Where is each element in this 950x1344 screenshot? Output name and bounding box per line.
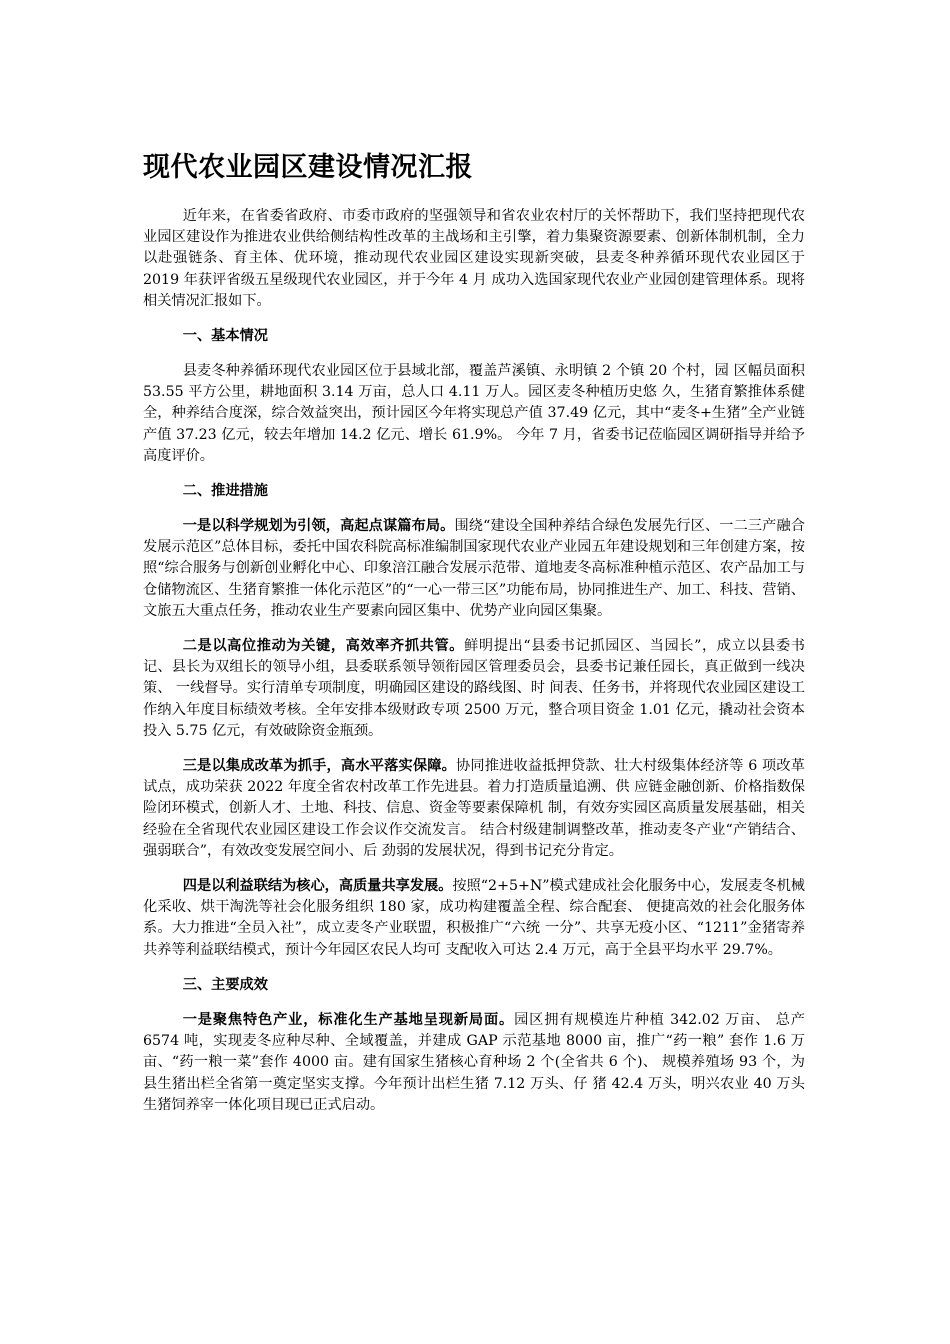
section-heading-measures: 二、推进措施 <box>182 483 268 500</box>
section-heading-results: 三、主要成效 <box>182 976 268 993</box>
document-body <box>143 148 805 1116</box>
measure-text-3: 协同推进收益抵押贷款、壮大村级集体经济等 6 项改革试点，成功荣获 2022 年度全省农村改革工作先进县。着力打造质量追溯、供 应链金融创新、价格指数保险闭环模式，创新人才、土地、科技、信息、资金等要素保障机 制，有效夯实园区高质量发展基础，相关经验在全省现代农业园区建设工作会议作交流发言。 结合村级建制调整改革，推动麦冬产业“产销结合、强弱联合”，有效改变发展空间小、后 劲弱的发展状况，得到书记充分肯定。 <box>143 758 805 859</box>
measure-text-4: 按照“2+5+N”模式建成社会化服务中心，发展麦冬机械化采收、烘干淘洗等社会化服务组织 180 家，成功构建覆盖全程、综合配套、 便捷高效的社会化服务体系。大力推进“全员入社”，成立麦冬产业联盟，积极推广“六统 一分”、共享无疫小区、“1211”金猪寄养共养等利益联结模式，预计今年园区农民人均可 支配收入可达 2.4 万元，高于全县平均水平 29.7%。 <box>143 878 805 958</box>
measure-paragraph-4 <box>143 876 805 961</box>
document-title: 现代农业园区建设情况汇报 <box>143 152 473 183</box>
measure-paragraph-1 <box>143 516 805 622</box>
measure-lead-1: 一是以科学规划为引领，高起点谋篇布局。 <box>182 518 455 535</box>
section-heading-basic: 一、基本情况 <box>182 328 268 345</box>
result-text-1: 园区拥有规模连片种植 342.02 万亩、 总产 6574 吨，实现麦冬应种尽种、全域覆盖，并建成 GAP 示范基地 8000 亩，推广“药一粮” 套作 1.6 万亩、“药一粮一菜”套作 4000 亩。建有国家生猪核心育种场 2 个(全省共 6 个)、 规模养殖场 93 个，为县生猪出栏全省第一奠定坚实支撑。今年预计出栏生猪 7.12 万头、仔 猪 42.4 万头，明兴农业 40 万头生猪饲养宰一体化项目现已正式启动。 <box>143 1011 805 1113</box>
measure-paragraph-2 <box>143 636 805 742</box>
basic-info-paragraph: 县麦冬种养循环现代农业园区位于县域北部，覆盖芦溪镇、永明镇 2 个镇 20 个村，园 区幅员面积 53.55 平方公里，耕地面积 3.14 万亩，总人口 4.11 万人。园区麦冬种植历史悠 久，生猪育繁推体系健全，种养结合度深，综合效益突出，预计园区今年将实现总产值 37.49 亿元，其中“麦冬+生猪”全产业链产值 37.23 亿元，较去年增加 14.2 亿元、增长 61.9%。 今年 7 月，省委书记莅临园区调研指导并给予高度评价。 <box>143 363 805 464</box>
measure-lead-2: 二是以高位推动为关键，高效率齐抓共管。 <box>182 638 465 655</box>
intro-paragraph: 近年来，在省委省政府、市委市政府的坚强领导和省农业农村厅的关怀帮助下，我们坚持把现代农业园区建设作为推进农业供给侧结构性改革的主战场和主引擎，着力集聚资源要素、创新体制机制，全力以赴强链条、育主体、优环境，推动现代农业园区建设实现新突破，县麦冬种养循环现代农业园区于 2019 年获评省级五星级现代农业园区，并于今年 4 月 成功入选国家现代农业产业园创建管理体系。现将相关情况汇报如下。 <box>143 208 805 309</box>
measure-paragraph-3 <box>143 756 805 862</box>
measure-text-2: 鲜明提出“县委书记抓园区、当园长”，成立以县委书记、县长为双组长的领导小组，县委联系领导领衔园区管理委员会，县委书记兼任园长，真正做到一线决策、 一线督导。实行清单专项制度，明确园区建设的路线图、时 间表、任务书，并将现代农业园区建设工作纳入年度目标绩效考核。全年安排本级财政专项 2500 万元，整合项目资金 1.01 亿元，撬动社会资本投入 5.75 亿元，有效破除资金瓶颈。 <box>143 638 805 739</box>
result-paragraph-1 <box>143 1010 805 1116</box>
measure-lead-3: 三是以集成改革为抓手，高水平落实保障。 <box>182 758 456 775</box>
result-lead-1: 一是聚焦特色产业，标准化生产基地呈现新局面。 <box>182 1011 515 1028</box>
measure-text-1: 围绕“建设全国种养结合绿色发展先行区、一二三产融合发展示范区”总体目标，委托中国农科院高标准编制国家现代农业产业园五年建设规划和三年创建方案，按照“综合服务与创新创业孵化中心、印象涪江融合发展示范带、道地麦冬高标准种植示范区、农产品加工与仓储物流区、生猪育繁推一体化示范区”的“一心一带三区”功能布局，协同推进生产、加工、科技、营销、文旅五大重点任务，推动农业生产要素向园区集中、优势产业向园区集聚。 <box>143 518 805 619</box>
measure-lead-4: 四是以利益联结为核心，高质量共享发展。 <box>182 878 453 895</box>
